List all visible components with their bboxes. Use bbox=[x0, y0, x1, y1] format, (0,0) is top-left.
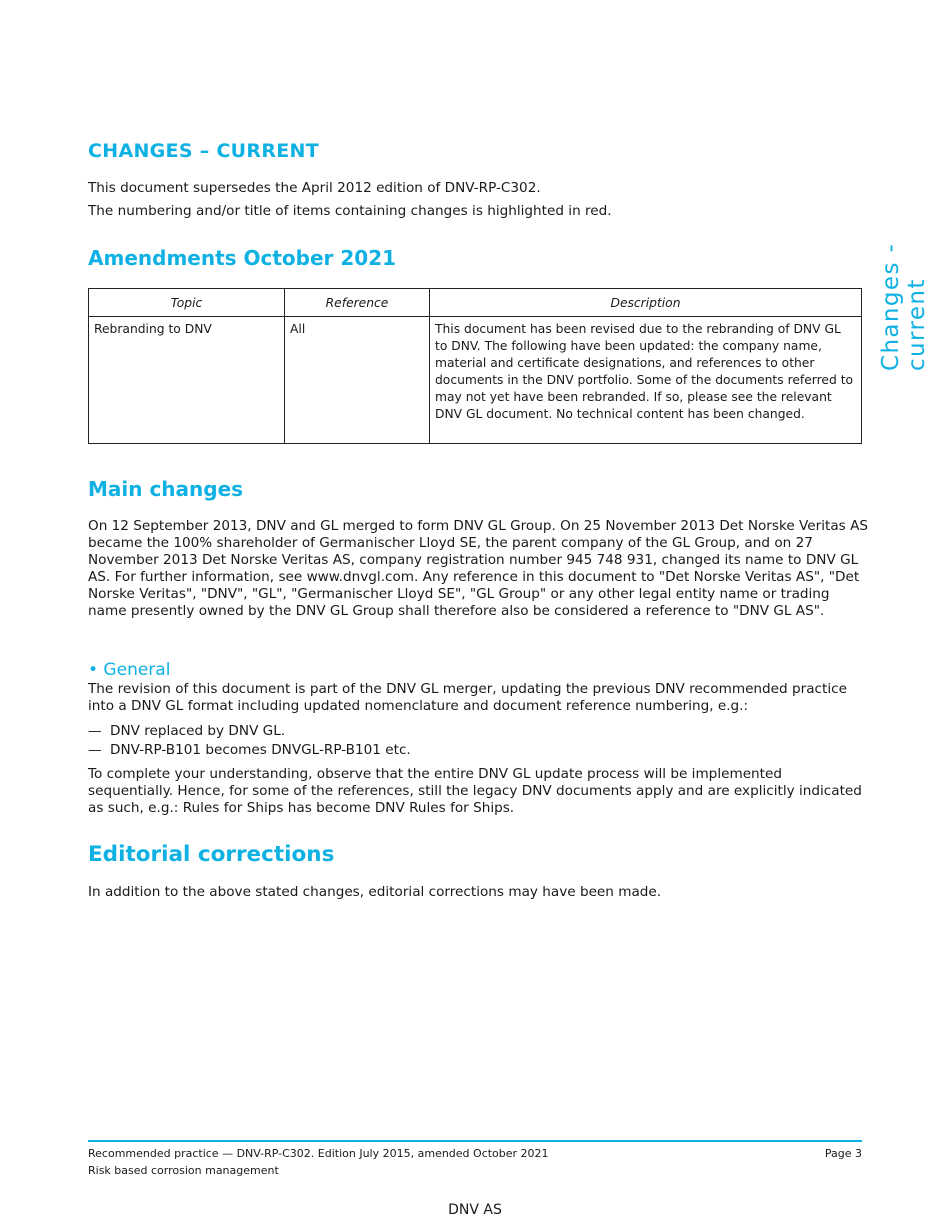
column-header-reference: Reference bbox=[285, 289, 430, 317]
editorial-text: In addition to the above stated changes, editorial corrections may have been made. bbox=[88, 884, 662, 900]
cell-topic: Rebranding to DNV bbox=[89, 317, 285, 444]
footer-subtitle: Risk based corrosion management bbox=[88, 1164, 279, 1177]
amendments-table bbox=[88, 288, 862, 444]
amendments-heading: Amendments October 2021 bbox=[88, 246, 397, 270]
cell-description: This document has been revised due to the rebranding of DNV GL to DNV. The following have been updated: the company name, material and certificate designations, and references to other documents in the DNV portfolio. Some of the documents referred to may not yet have been rebranded. If so, please see the relevant DNV GL document. No technical content has been changed. bbox=[430, 317, 862, 444]
main-changes-heading: Main changes bbox=[88, 477, 244, 501]
side-tab: Changes - current bbox=[878, 242, 930, 371]
column-header-description: Description bbox=[430, 289, 862, 317]
general-heading: • General bbox=[88, 660, 171, 680]
list-item bbox=[88, 742, 411, 758]
page-number: Page 3 bbox=[824, 1147, 862, 1160]
table-header-row bbox=[89, 289, 862, 317]
company-name: DNV AS bbox=[448, 1202, 502, 1218]
general-text: The revision of this document is part of the DNV GL merger, updating the previous DNV recommended practice into a DNV GL format including updated nomenclature and document reference numbering, e.g.: bbox=[88, 681, 847, 714]
footer-divider bbox=[88, 1140, 862, 1142]
list-item-text: DNV replaced by DNV GL. bbox=[110, 723, 286, 739]
intro-line-1: This document supersedes the April 2012 edition of DNV-RP-C302. bbox=[88, 180, 541, 196]
list-item bbox=[88, 723, 285, 739]
dash-mark: — bbox=[88, 723, 102, 739]
intro-line-2: The numbering and/or title of items containing changes is highlighted in red. bbox=[88, 203, 612, 219]
dash-mark: — bbox=[88, 742, 102, 758]
cell-reference: All bbox=[285, 317, 430, 444]
column-header-topic: Topic bbox=[89, 289, 285, 317]
editorial-heading: Editorial corrections bbox=[88, 842, 335, 867]
table-row bbox=[89, 317, 862, 444]
closing-paragraph: To complete your understanding, observe that the entire DNV GL update process will be implemented sequentially. Hence, for some of the references, still the legacy DNV documents apply and are explicitly indicated as such, e.g.: Rules for Ships has become DNV Rules for Ships. bbox=[88, 766, 862, 816]
footer-document-line: Recommended practice — DNV-RP-C302. Edition July 2015, amended October 2021 bbox=[88, 1147, 549, 1160]
main-changes-paragraph: On 12 September 2013, DNV and GL merged to form DNV GL Group. On 25 November 2013 Det Norske Veritas AS became the 100% shareholder of Germanischer Lloyd SE, the parent company of the GL Group, and on 27 November 2013 Det Norske Veritas AS, company registration number 945 748 931, changed its name to DNV GL AS. For further information, see www.dnvgl.com. Any reference in this document to "Det Norske Veritas AS", "Det Norske Veritas", "DNV", "GL", "Germanischer Lloyd SE", "GL Group" or any other legal entity name or trading name presently owned by the DNV GL Group shall therefore also be considered a reference to "DNV GL AS". bbox=[88, 518, 869, 619]
page-title: CHANGES – CURRENT bbox=[88, 140, 320, 162]
list-item-text: DNV-RP-B101 becomes DNVGL-RP-B101 etc. bbox=[110, 742, 411, 758]
